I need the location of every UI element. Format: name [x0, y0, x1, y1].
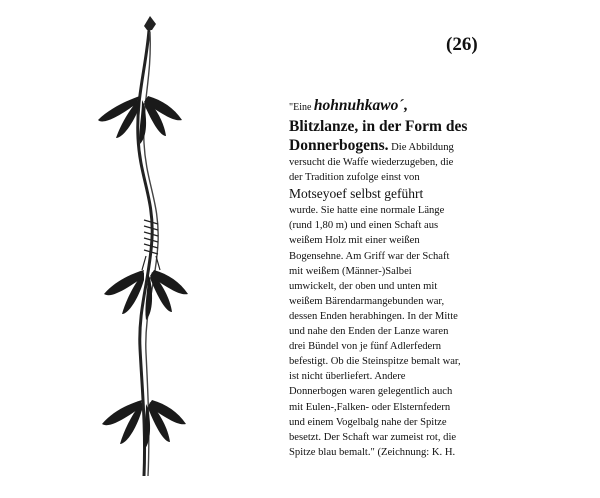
caption-body-line: drei Bündel von je fünf Adlerfedern [289, 341, 442, 353]
caption-title-line-1: "Eine hohnuhkawo´, [289, 97, 408, 114]
page-number: (26) [446, 34, 478, 55]
caption-body-line: dessen Enden herabhingen. In der Mitte [289, 310, 458, 322]
caption-body-line: Donnerbogen waren gelegentlich auch [289, 386, 453, 398]
caption-body-line: besetzt. Der Schaft war zumeist rot, die [289, 431, 457, 443]
caption-body-line: weißem Holz mit einer weißen [289, 235, 420, 247]
caption-title-line-2: Blitzlanze, in der Form des [289, 118, 468, 135]
caption-body-line: versucht die Waffe wiederzugeben, die [289, 157, 454, 169]
caption-title-line-3: Donnerbogens. Die Abbildung [289, 137, 454, 154]
caption-body-line: befestigt. Ob die Steinspitze bemalt war, [289, 356, 461, 368]
caption-body-line: weißem Bärendarmangebunden war, [289, 295, 445, 307]
caption-body-line: umwickelt, der oben und unten mit [289, 280, 438, 292]
caption-body-line: und einem Vogelbalg nahe der Spitze [289, 416, 447, 428]
caption-body-line: Bogensehne. Am Griff war der Schaft [289, 250, 450, 262]
thunder-bow-lance-illustration [70, 8, 200, 488]
caption-body-line: ist nicht überliefert. Andere [289, 371, 406, 383]
lance-native-name: hohnuhkawo´ [313, 97, 404, 114]
caption-body-line: (rund 1,80 m) und einen Schaft aus [289, 220, 439, 232]
caption-body-line: der Tradition zufolge einst von [289, 172, 420, 184]
spear-tip [144, 16, 156, 30]
caption-body-line: mit Eulen-,Falken- oder Elsternfedern [289, 401, 451, 413]
caption-body-line: mit weißem (Männer-)Salbei [289, 265, 412, 277]
caption-body-line: Spitze blau bemalt." (Zeichnung: K. H. [289, 446, 456, 458]
caption-name-line: Motseyoef selbst geführt [289, 186, 424, 202]
caption-body-line: und nahe den Enden der Lanze waren [289, 326, 449, 338]
caption-body-line: wurde. Sie hatte eine normale Länge [289, 205, 445, 217]
caption-text-block [289, 96, 485, 460]
feather-bundle-top [98, 96, 182, 144]
